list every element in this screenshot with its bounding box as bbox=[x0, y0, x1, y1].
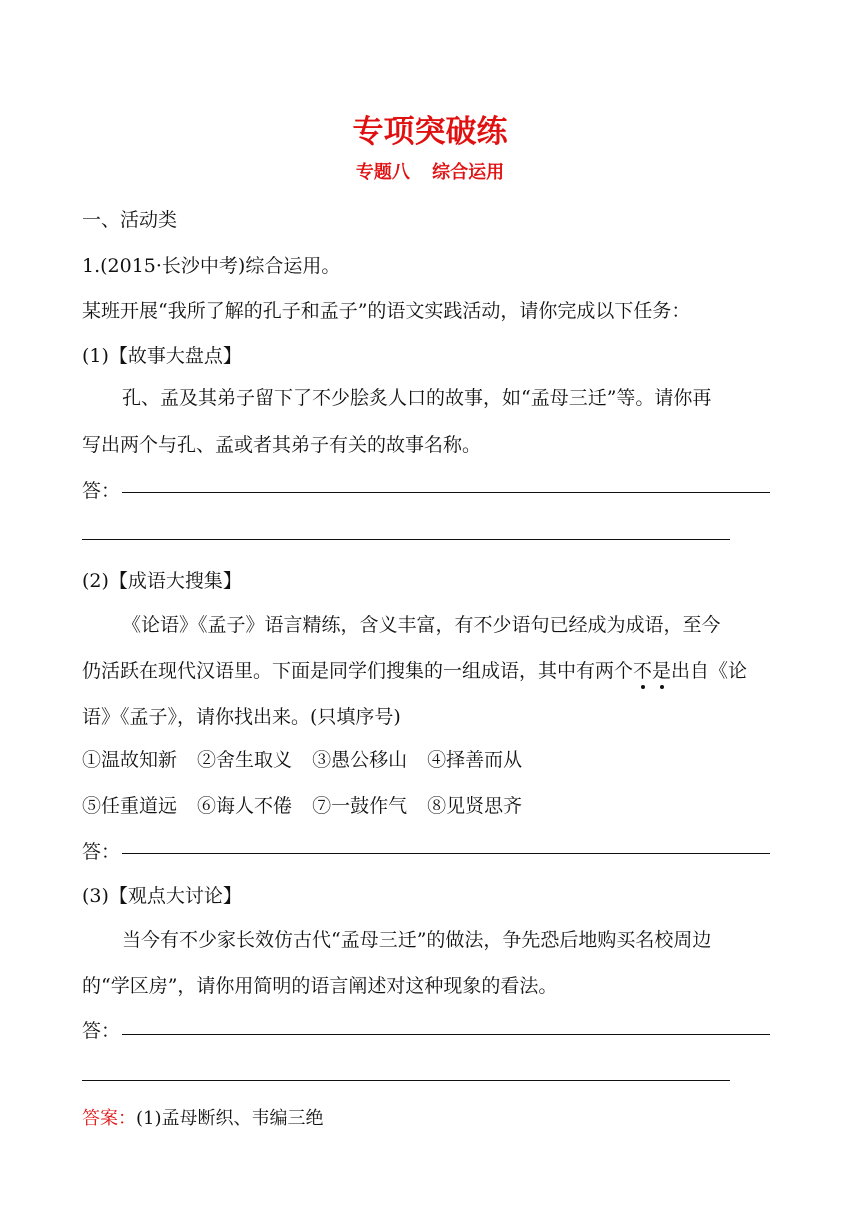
page-subtitle: 专题八 综合运用 bbox=[355, 162, 505, 183]
question-intro: 某班开展“我所了解的孔子和孟子”的语文实践活动，请你完成以下任务： bbox=[82, 300, 691, 322]
part3-answer-label: 答： bbox=[82, 1020, 121, 1042]
options-row-2: ⑤任重道远 ⑥诲人不倦 ⑦一鼓作气 ⑧见贤思齐 bbox=[82, 795, 523, 817]
part1-answer-line-1[interactable] bbox=[122, 492, 770, 493]
part1-answer-label: 答： bbox=[82, 480, 121, 502]
part2-answer-line[interactable] bbox=[122, 853, 770, 854]
answer-label: 答案： bbox=[82, 1108, 136, 1129]
part3-line1: 当今有不少家长效仿古代“孟母三迁”的做法，争先恐后地购买名校周边 bbox=[122, 929, 712, 951]
answer-block bbox=[82, 1104, 324, 1130]
part2-heading: (2)【成语大搜集】 bbox=[82, 570, 242, 592]
page-title: 专项突破练 bbox=[352, 114, 508, 150]
question-number: 1.(2015·长沙中考)综合运用。 bbox=[82, 255, 341, 277]
part2-line2 bbox=[82, 656, 747, 683]
part1-line2: 写出两个与孔、孟或者其弟子有关的故事名称。 bbox=[82, 434, 482, 456]
part2-line2-text: 仍活跃在现代汉语里。下面是同学们搜集的一组成语，其中有两个 bbox=[82, 660, 634, 682]
emphasis-char-1: 不 bbox=[633, 656, 652, 683]
part2-line3: 语》《孟子》，请你找出来。(只填序号) bbox=[82, 706, 401, 728]
part1-answer-line-2[interactable] bbox=[82, 539, 730, 540]
part3-line2: 的“学区房”，请你用简明的语言阐述对这种现象的看法。 bbox=[82, 975, 558, 997]
section-heading: 一、活动类 bbox=[82, 209, 178, 231]
part3-answer-line-2[interactable] bbox=[82, 1080, 730, 1081]
part2-line2-end: 出自《论 bbox=[671, 660, 748, 682]
answer-text: (1)孟母断织、韦编三绝 bbox=[136, 1108, 324, 1129]
part3-heading: (3)【观点大讨论】 bbox=[82, 885, 242, 907]
emphasis-char-2: 是 bbox=[652, 656, 671, 683]
part3-answer-line-1[interactable] bbox=[122, 1034, 770, 1035]
part2-answer-label: 答： bbox=[82, 841, 121, 863]
part1-line1: 孔、孟及其弟子留下了不少脍炙人口的故事，如“孟母三迁”等。请你再 bbox=[122, 387, 712, 409]
part1-heading: (1)【故事大盘点】 bbox=[82, 345, 242, 367]
options-row-1: ①温故知新 ②舍生取义 ③愚公移山 ④择善而从 bbox=[82, 749, 523, 771]
part2-line1: 《论语》《孟子》语言精练，含义丰富，有不少语句已经成为成语，至今 bbox=[122, 614, 721, 636]
